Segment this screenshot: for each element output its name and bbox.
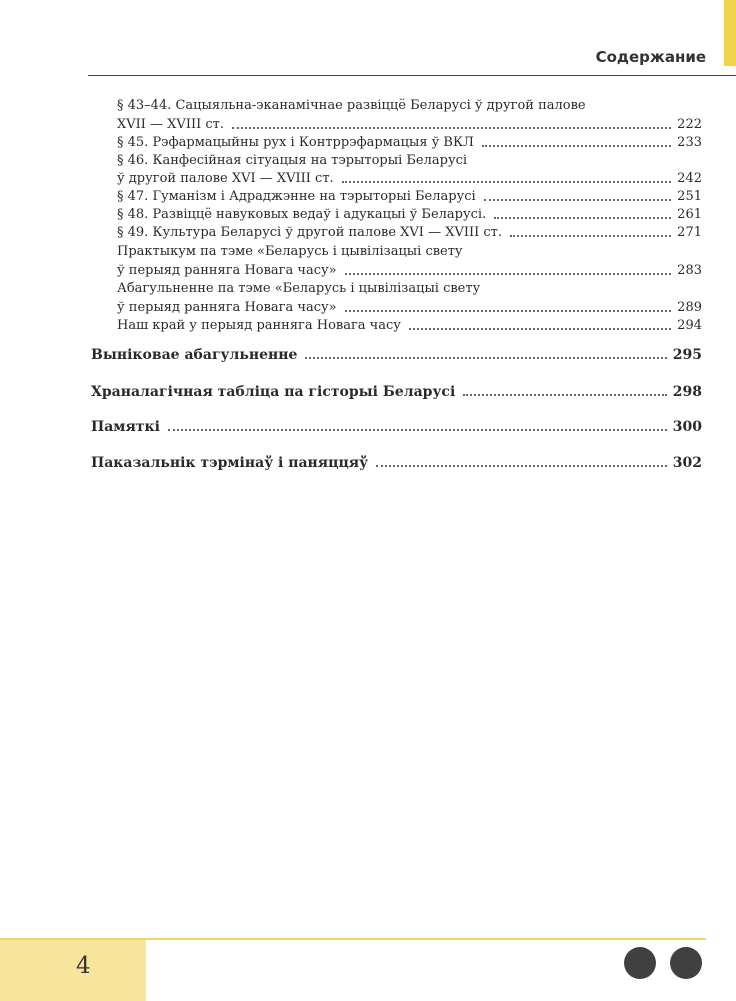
toc-entry-title: Абагульненне па тэме «Беларусь і цывілізацыі свету (117, 281, 481, 296)
dot-leader (168, 426, 667, 431)
toc-entry-title: § 47. Гуманізм і Адраджэнне на тэрыторыі Беларусі (117, 189, 476, 204)
toc-entry-title: Практыкум па тэме «Беларусь і цывілізацыі свету (117, 244, 463, 259)
page-header-title: Содержание (595, 48, 706, 66)
toc-entry-title: § 43–44. Сацыяльна-эканамічнае развіццё Беларусі ў другой палове (117, 98, 586, 113)
page-number-box (0, 940, 146, 1001)
toc-section-entry[interactable] (91, 455, 702, 471)
dot-leader (463, 391, 666, 396)
corner-accent (724, 0, 736, 66)
dot-leader (494, 214, 671, 219)
toc-entry[interactable] (117, 225, 702, 241)
dot-leader (345, 307, 672, 312)
toc-entry-title: § 48. Развіццё навуковых ведаў і адукацыі ў Беларусі. (117, 207, 487, 222)
toc-entry[interactable] (117, 117, 702, 133)
decorative-dot-icon (670, 947, 702, 979)
toc-section-entry[interactable] (91, 347, 702, 363)
toc-page-number: 251 (677, 189, 702, 204)
toc-page-number: 298 (672, 384, 702, 400)
dot-leader (342, 178, 672, 183)
toc-page-number: 300 (672, 419, 702, 435)
page-number: 4 (76, 953, 91, 979)
toc-section-title: Паказальнік тэрмінаў і паняццяў (91, 455, 369, 471)
toc-page-number: 271 (677, 225, 702, 240)
toc-page-number: 242 (677, 171, 702, 186)
toc-page-number: 233 (677, 135, 702, 150)
toc-entry[interactable] (117, 171, 702, 187)
dot-leader (345, 270, 672, 275)
toc-entry[interactable] (117, 207, 702, 223)
toc-page-number: 302 (672, 455, 702, 471)
toc-page-number: 294 (677, 318, 702, 333)
toc-entry-title: § 46. Канфесійная сітуацыя на тэрыторыі Беларусі (117, 153, 468, 168)
dot-leader (232, 124, 671, 129)
toc-page-number: 289 (677, 300, 702, 315)
toc-page-number: 295 (672, 347, 702, 363)
dot-leader (482, 142, 671, 147)
toc-entry[interactable] (117, 300, 702, 316)
decorative-dot-icon (624, 947, 656, 979)
toc-page-number: 261 (677, 207, 702, 222)
toc-entry-title: XVII — XVIII ст. (117, 117, 224, 132)
toc-section-title: Памяткі (91, 419, 160, 435)
toc-page-number: 283 (677, 263, 702, 278)
toc-entry-title: ў перыяд ранняга Новага часу» (117, 300, 337, 315)
header-divider (88, 75, 736, 76)
toc-entry[interactable] (117, 189, 702, 205)
toc-page-number: 222 (677, 117, 702, 132)
toc-section-title: Храналагічная табліца па гісторыі Беларусі (91, 384, 456, 400)
toc-section-title: Выніковае абагульненне (91, 347, 298, 363)
toc-entry[interactable] (117, 135, 702, 151)
toc-entry-title: § 49. Культура Беларусі ў другой палове XVI — XVIII ст. (117, 225, 502, 240)
dot-leader (484, 196, 672, 201)
toc-entry-title: § 45. Рэфармацыйны рух і Контррэфармацыя ў ВКЛ (117, 135, 474, 150)
toc-entry-title: ў перыяд ранняга Новага часу» (117, 263, 337, 278)
dot-leader (305, 354, 666, 359)
dot-leader (409, 325, 671, 330)
toc-entry-title: ў другой палове XVI — XVIII ст. (117, 171, 334, 186)
toc-section-entry[interactable] (91, 384, 702, 400)
toc-entry[interactable] (117, 263, 702, 279)
dot-leader (510, 232, 671, 237)
dot-leader (376, 462, 667, 467)
toc-entry-title: Наш край у перыяд ранняга Новага часу (117, 318, 401, 333)
toc-entry[interactable] (117, 318, 702, 334)
toc-section-entry[interactable] (91, 419, 702, 435)
